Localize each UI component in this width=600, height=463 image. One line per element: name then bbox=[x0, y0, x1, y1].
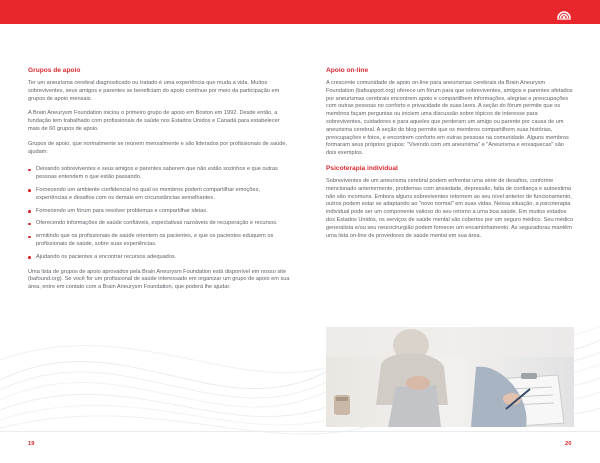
closing-paragraph: Uma lista de grupos de apoio aprovados pela Brain Aneurysm Foundation está disponível em nosso site (bafound.org). Se você for um profissional de saúde interessado em organizar um grupo de apoio em sua área, entre em contato com a Brain Aneurysm Foundation, que poderá lhe ajudar. bbox=[28, 268, 290, 291]
bullet-dot-icon bbox=[28, 256, 31, 259]
top-red-band bbox=[0, 0, 600, 24]
groups-paragraph: Grupos de apoio, que normalmente se reúnem mensalmente e são liderados por profissionais de saúde, ajudam: bbox=[28, 140, 288, 155]
individual-therapy-heading: Psicoterapia individual bbox=[326, 164, 398, 172]
page-number-left: 19 bbox=[28, 441, 35, 447]
online-support-paragraph: A crescente comunidade de apoio on-line para aneurismas cerebrais da Brain Aneurysm Foundation (bafsupport.org) oferece um fórum para que sobreviventes, amigos e parentes afetados por aneurismas cerebrais encontrem apoio e compartilhem informações, alegrias e preocupações com outras pessoas no conforto e privacidade de suas lares. A seção do fórum permite que os membros façam perguntas ou iniciem uma discussão sobre tópicos de interesse para sobreviventes, cuidadores e para aqueles que perderam um amigo ou parente por causa de um aneurisma cerebral. A seção do blog permite que os membros compartilhem suas histórias, preocupações e fotos, e encontrem conforto em outras pessoas na comunidade. Alguns membros formaram seus próprios grupos: "Vivendo com um aneurisma" e "Aneurisma e enxaquecas" são dois exemplos. bbox=[326, 80, 573, 157]
right-column bbox=[326, 67, 574, 247]
intro-paragraph: Ter um aneurisma cerebral diagnosticado ou tratado é uma experiência que muda a vida. Muitos sobreviventes, seus amigos e parentes se beneficiam do apoio contínuo por meio da participação em grupos de apoio mensais. bbox=[28, 80, 280, 102]
bullet-dot-icon bbox=[28, 189, 31, 192]
list-item: Ajudando os pacientes a encontrar recursos adequados. bbox=[28, 254, 290, 262]
foundation-logo-icon bbox=[556, 8, 572, 20]
individual-therapy-paragraph: Sobreviventes de um aneurisma cerebral podem enfrentar uma série de desafios, conforme mencionado anteriormente, problemas com ansiedade, depressão, falta de confiança e autoestima não são incomuns. Embora alguns sobreviventes retornem ao seu nível anterior de funcionamento, outros podem estar se adaptando ao "novo normal" em suas vidas. Nessa situação, a psicoterapia individual pode ser um componente valioso do seu retorno a uma boa saúde. Em muitos estados dos Estados Unidos, os serviços de saúde mental são cobertos por um seguro médico. Seu médico generalista e/ou seu neurocirurgião podem fornecer um encaminhamento. As seguradoras mantêm uma lista on-line de provedores de saúde mental em sua área. bbox=[326, 177, 574, 239]
bullet-dot-icon bbox=[28, 210, 31, 213]
footer-divider bbox=[0, 431, 600, 432]
history-paragraph: A Brain Aneurysm Foundation iniciou o primeiro grupo de apoio em Boston em 1992. Desde então, a fundação tem trabalhado com profissionais de saúde nos Estados Unidos e Canadá para estabelecer mais de 60 grupos de apoio. bbox=[28, 110, 280, 132]
support-groups-heading: Grupos de apoio bbox=[28, 67, 81, 74]
list-item: ermitindo que os profissionais de saúde orientem os pacientes, e que os pacientes eduquem os profissionais de saúde, sobre suas experiências. bbox=[28, 233, 290, 249]
page-number-right: 20 bbox=[565, 441, 572, 447]
list-item: Fornecendo um fórum para resolver problemas e compartilhar ideias. bbox=[28, 208, 290, 216]
benefits-list bbox=[28, 166, 290, 261]
left-column bbox=[28, 67, 290, 299]
counseling-photo bbox=[326, 327, 574, 427]
bullet-dot-icon bbox=[28, 169, 31, 172]
counseling-session-photo-icon bbox=[326, 327, 574, 427]
list-item: Deixando sobreviventes e seus amigos e parentes saberem que não estão sozinhos e que outras pessoas entendem o que estão passando. bbox=[28, 166, 290, 182]
list-item: Oferecendo informações de saúde confiáveis, expectativas razoáveis de recuperação e recursos. bbox=[28, 220, 290, 228]
bullet-dot-icon bbox=[28, 223, 31, 226]
bullet-dot-icon bbox=[28, 236, 31, 239]
list-item: Fornecendo um ambiente confidencial no qual os membros podem compartilhar emoções, experiências e desafios com os demais em circunstâncias semelhantes. bbox=[28, 187, 290, 203]
online-support-heading: Apoio on-line bbox=[326, 67, 369, 74]
